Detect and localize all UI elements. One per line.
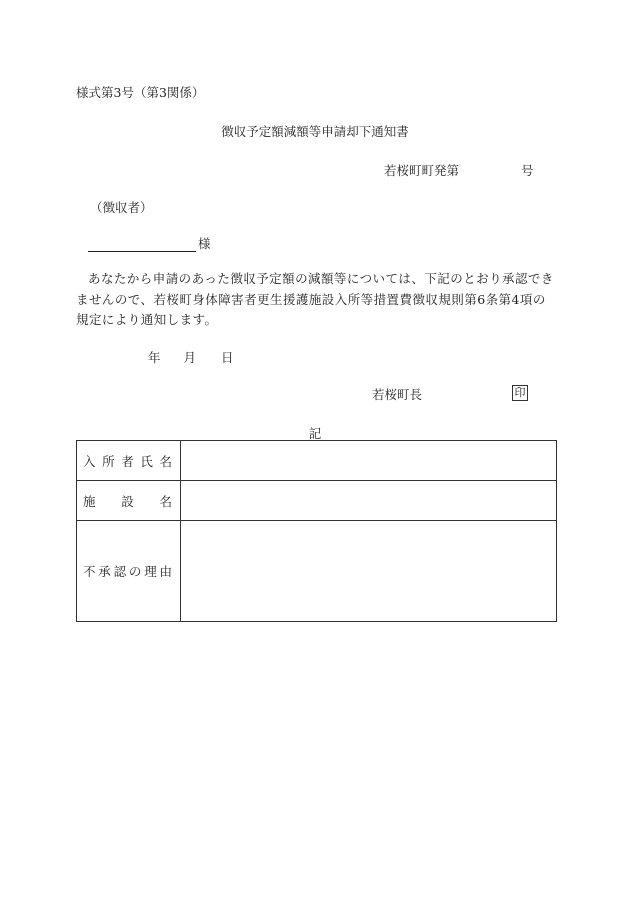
resident-name-label: 入 所 者 氏 名 [83, 453, 172, 469]
addressee-name-blank[interactable] [88, 237, 196, 252]
recipient-label: （徴収者） [90, 200, 153, 215]
addressee-line [88, 234, 211, 252]
date-month: 月 [183, 350, 197, 365]
addressee-honorific: 様 [198, 236, 211, 251]
issue-number-suffix: 号 [521, 163, 534, 178]
table-label-cell [77, 481, 181, 521]
table-row [77, 521, 557, 622]
issuer-name: 若桜町長 [372, 387, 423, 402]
disapproval-reason-value[interactable] [181, 521, 557, 622]
body-paragraph: あなたから申請のあった徴収予定額の減額等については、下記のとおり承認できませんので、若桜町身体障害者更生援護施設入所等措置費徴収規則第6条第4項の規定により通知します。 [76, 271, 554, 327]
facility-name-value[interactable] [181, 481, 557, 521]
resident-name-value[interactable] [181, 441, 557, 481]
document-title: 徴収予定額減額等申請却下通知書 [221, 124, 409, 139]
disapproval-reason-label: 不 承 認 の 理 由 [83, 564, 172, 579]
date-year: 年 [148, 350, 161, 365]
form-number: 様式第3号（第3関係） [76, 85, 205, 100]
facility-name-label: 施 設 名 [83, 493, 172, 509]
date-day: 日 [221, 350, 234, 365]
ki-heading: 記 [308, 426, 322, 441]
table-row [77, 481, 557, 521]
issue-number [384, 161, 534, 179]
seal-mark: 印 [512, 385, 528, 401]
table-label-cell [77, 441, 181, 481]
date-line [148, 348, 234, 366]
detail-table [76, 440, 557, 622]
table-label-cell [77, 521, 181, 622]
issue-number-prefix: 若桜町町発第 [384, 163, 460, 178]
table-row [77, 441, 557, 481]
